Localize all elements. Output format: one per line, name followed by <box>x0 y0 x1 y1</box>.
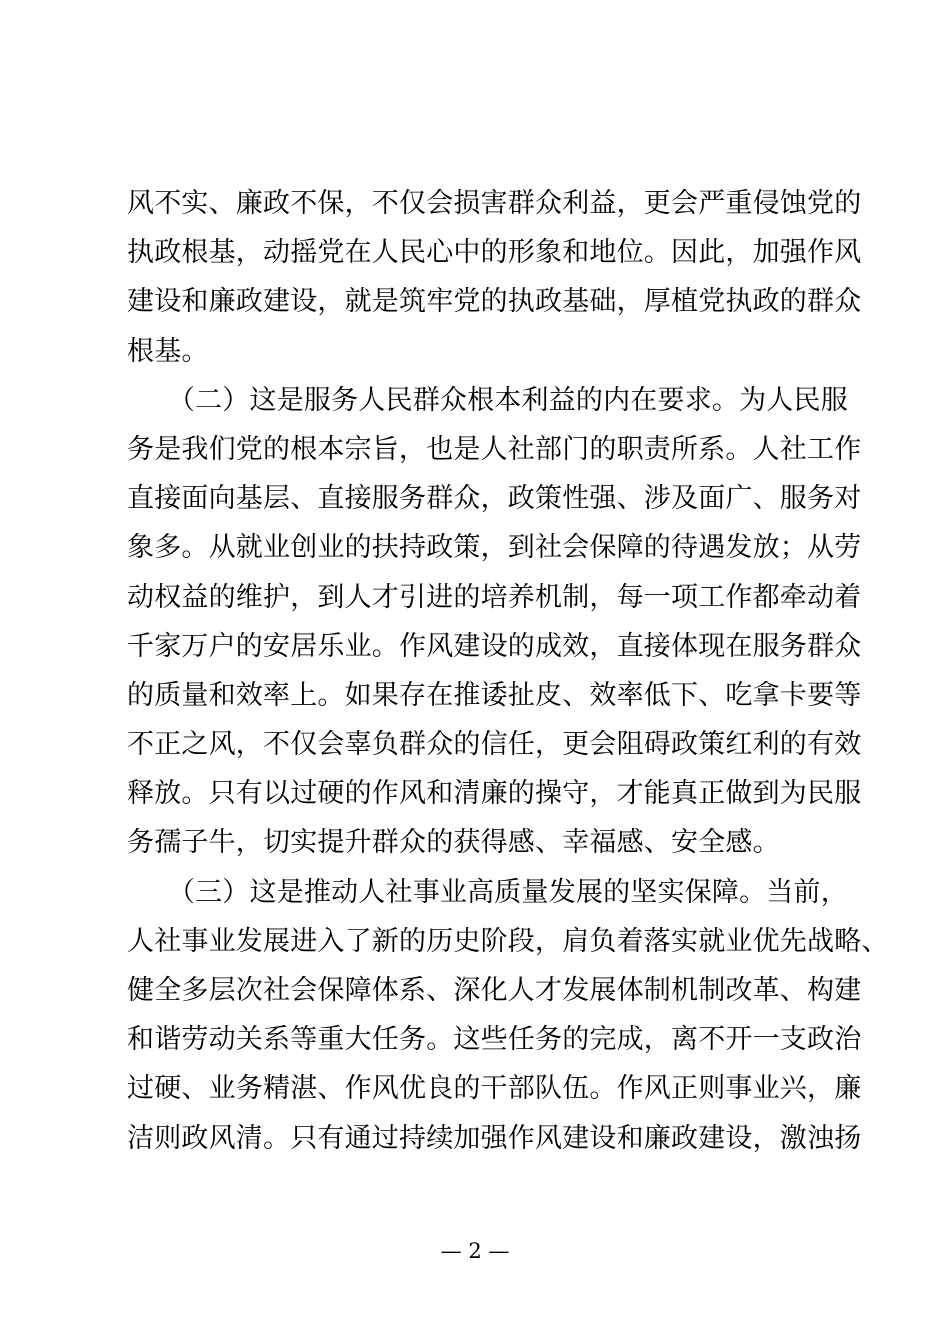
text-line: （二）这是服务人民群众根本利益的内在要求。为人民服 <box>127 384 848 416</box>
text-line: 过硬、业务精湛、作风优良的干部队伍。作风正则事业兴，廉 <box>127 1073 862 1105</box>
text-line: 执政根基，动摇党在人民心中的形象和地位。因此，加强作风 <box>127 237 862 269</box>
text-line: 直接面向基层、直接服务群众，政策性强、涉及面广、服务对 <box>127 483 862 515</box>
text-line: 务孺子牛，切实提升群众的获得感、幸福感、安全感。 <box>127 827 780 859</box>
text-line: 千家万户的安居乐业。作风建设的成效，直接体现在服务群众 <box>127 630 862 662</box>
text-line: 释放。只有以过硬的作风和清廉的操守，才能真正做到为民服 <box>127 778 862 810</box>
page-number: — 2 — <box>440 1239 510 1263</box>
text-line: 建设和廉政建设，就是筑牢党的执政基础，厚植党执政的群众 <box>127 286 862 318</box>
text-line: 象多。从就业创业的扶持政策，到社会保障的待遇发放；从劳 <box>127 532 862 564</box>
text-line: 和谐劳动关系等重大任务。这些任务的完成，离不开一支政治 <box>127 1024 862 1056</box>
text-line: （三）这是推动人社事业高质量发展的坚实保障。当前， <box>127 876 848 908</box>
text-line: 健全多层次社会保障体系、深化人才发展体制机制改革、构建 <box>127 975 862 1006</box>
text-line: 洁则政风清。只有通过持续加强作风建设和廉政建设，激浊扬 <box>127 1122 862 1154</box>
body-text <box>127 179 889 1163</box>
text-line: 根基。 <box>127 335 209 367</box>
text-line: 风不实、廉政不保，不仅会损害群众利益，更会严重侵蚀党的 <box>127 188 862 219</box>
text-line: 动权益的维护，到人才引进的培养机制，每一项工作都牵动着 <box>127 581 862 613</box>
text-line: 务是我们党的根本宗旨，也是人社部门的职责所系。人社工作 <box>127 433 862 465</box>
text-line: 的质量和效率上。如果存在推诿扯皮、效率低下、吃拿卡要等 <box>127 679 862 711</box>
text-line: 不正之风，不仅会辜负群众的信任，更会阻碍政策红利的有效 <box>127 729 862 761</box>
text-line: 人社事业发展进入了新的历史阶段，肩负着落实就业优先战略、 <box>127 925 889 957</box>
